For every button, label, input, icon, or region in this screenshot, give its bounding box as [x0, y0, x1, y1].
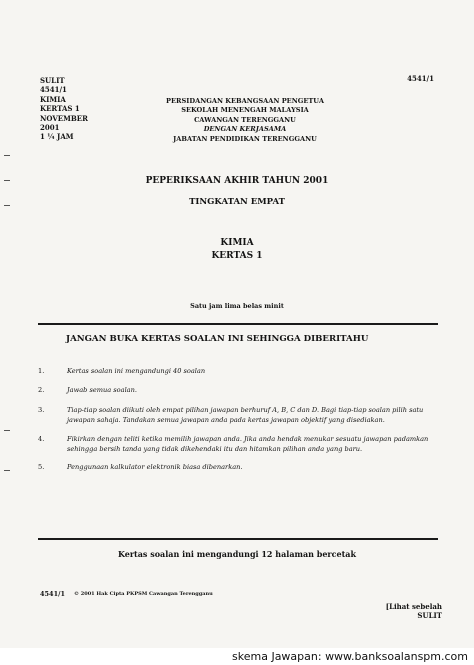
instruction-text: Jawab semua soalan. — [67, 386, 137, 395]
paper-title: KERTAS 1 — [211, 251, 263, 261]
instruction-item — [38, 462, 448, 472]
margin-tick — [4, 470, 10, 471]
copyright-notice: © 2001 Hak Cipta PKPSM Cawangan Terengganu — [74, 591, 213, 597]
instruction-item — [38, 385, 448, 395]
organizer-line: SEKOLAH MENENGAH MALAYSIA — [181, 106, 309, 115]
header-classification: SULIT — [40, 76, 65, 85]
warning-heading: JANGAN BUKA KERTAS SOALAN INI SEHINGGA DIBERITAHU — [66, 334, 369, 344]
bottom-divider — [38, 538, 438, 540]
footer-classification: SULIT — [417, 611, 442, 621]
header-left-block — [40, 76, 88, 142]
instruction-item — [38, 366, 448, 376]
instructions-list — [38, 366, 448, 473]
organizer-collab-line: DENGAN KERJASAMA — [203, 125, 287, 134]
instruction-text: Tiap-tiap soalan diikuti oleh empat pilihan jawapan berhuruf A, B, C dan D. Bagi tiap-tiap soalan pilih satu jawapan sahaja. Tandakan semua jawapan anda pada kertas jawapan objektif yang disediakan. — [67, 405, 424, 425]
turn-over-block — [386, 602, 442, 621]
instruction-text: Kertas soalan ini mengandungi 40 soalan — [67, 367, 206, 375]
exam-title: PEPERIKSAAN AKHIR TAHUN 2001 — [145, 176, 329, 186]
top-divider — [38, 323, 438, 325]
header-right-code: 4541/1 — [407, 74, 434, 83]
header-subject: KIMIA — [40, 94, 66, 104]
organizer-block — [120, 97, 370, 144]
duration-text: Satu jam lima belas minit — [190, 302, 284, 310]
header-time: 1 ¼ JAM — [40, 132, 74, 142]
instruction-item — [38, 405, 448, 426]
instruction-number: 5. — [38, 463, 45, 472]
instruction-text: Fikirkan dengan teliti ketika memilih jawapan anda. Jika anda hendak menukar sesuatu jawapan padamkan sehingga bersih tanda yang tidak dikehendaki itu dan hitamkan pilihan anda yang baru. — [67, 434, 429, 454]
margin-tick — [4, 430, 10, 431]
instruction-number: 4. — [38, 434, 45, 443]
instruction-number: 3. — [38, 405, 45, 414]
header-year: 2001 — [40, 123, 60, 133]
page-count-note: Kertas soalan ini mengandungi 12 halaman bercetak — [117, 549, 357, 559]
header-paper: KERTAS 1 — [40, 104, 80, 114]
instruction-text: Penggunaan kalkulator elektronik biasa dibenarkan. — [67, 463, 243, 472]
organizer-line: JABATAN PENDIDIKAN TERENGGANU — [173, 134, 317, 143]
organizer-line: CAWANGAN TERENGGANU — [194, 115, 296, 124]
footer-paper-code: 4541/1 — [40, 590, 65, 598]
subject-title: KIMIA — [220, 238, 254, 248]
instruction-number: 2. — [38, 386, 45, 395]
organizer-line: PERSIDANGAN KEBANGSAAN PENGETUA — [166, 97, 324, 105]
margin-tick — [4, 155, 10, 156]
form-level: TINGKATAN EMPAT — [189, 197, 285, 207]
watermark-caption: skema Jawapan: www.banksoalanspm.com — [232, 650, 468, 663]
header-month: NOVEMBER — [40, 113, 88, 123]
instruction-item — [38, 434, 448, 455]
instruction-number: 1. — [38, 367, 45, 375]
turn-over-label: [Lihat sebelah — [385, 602, 442, 611]
header-paper-code: 4541/1 — [40, 85, 67, 95]
